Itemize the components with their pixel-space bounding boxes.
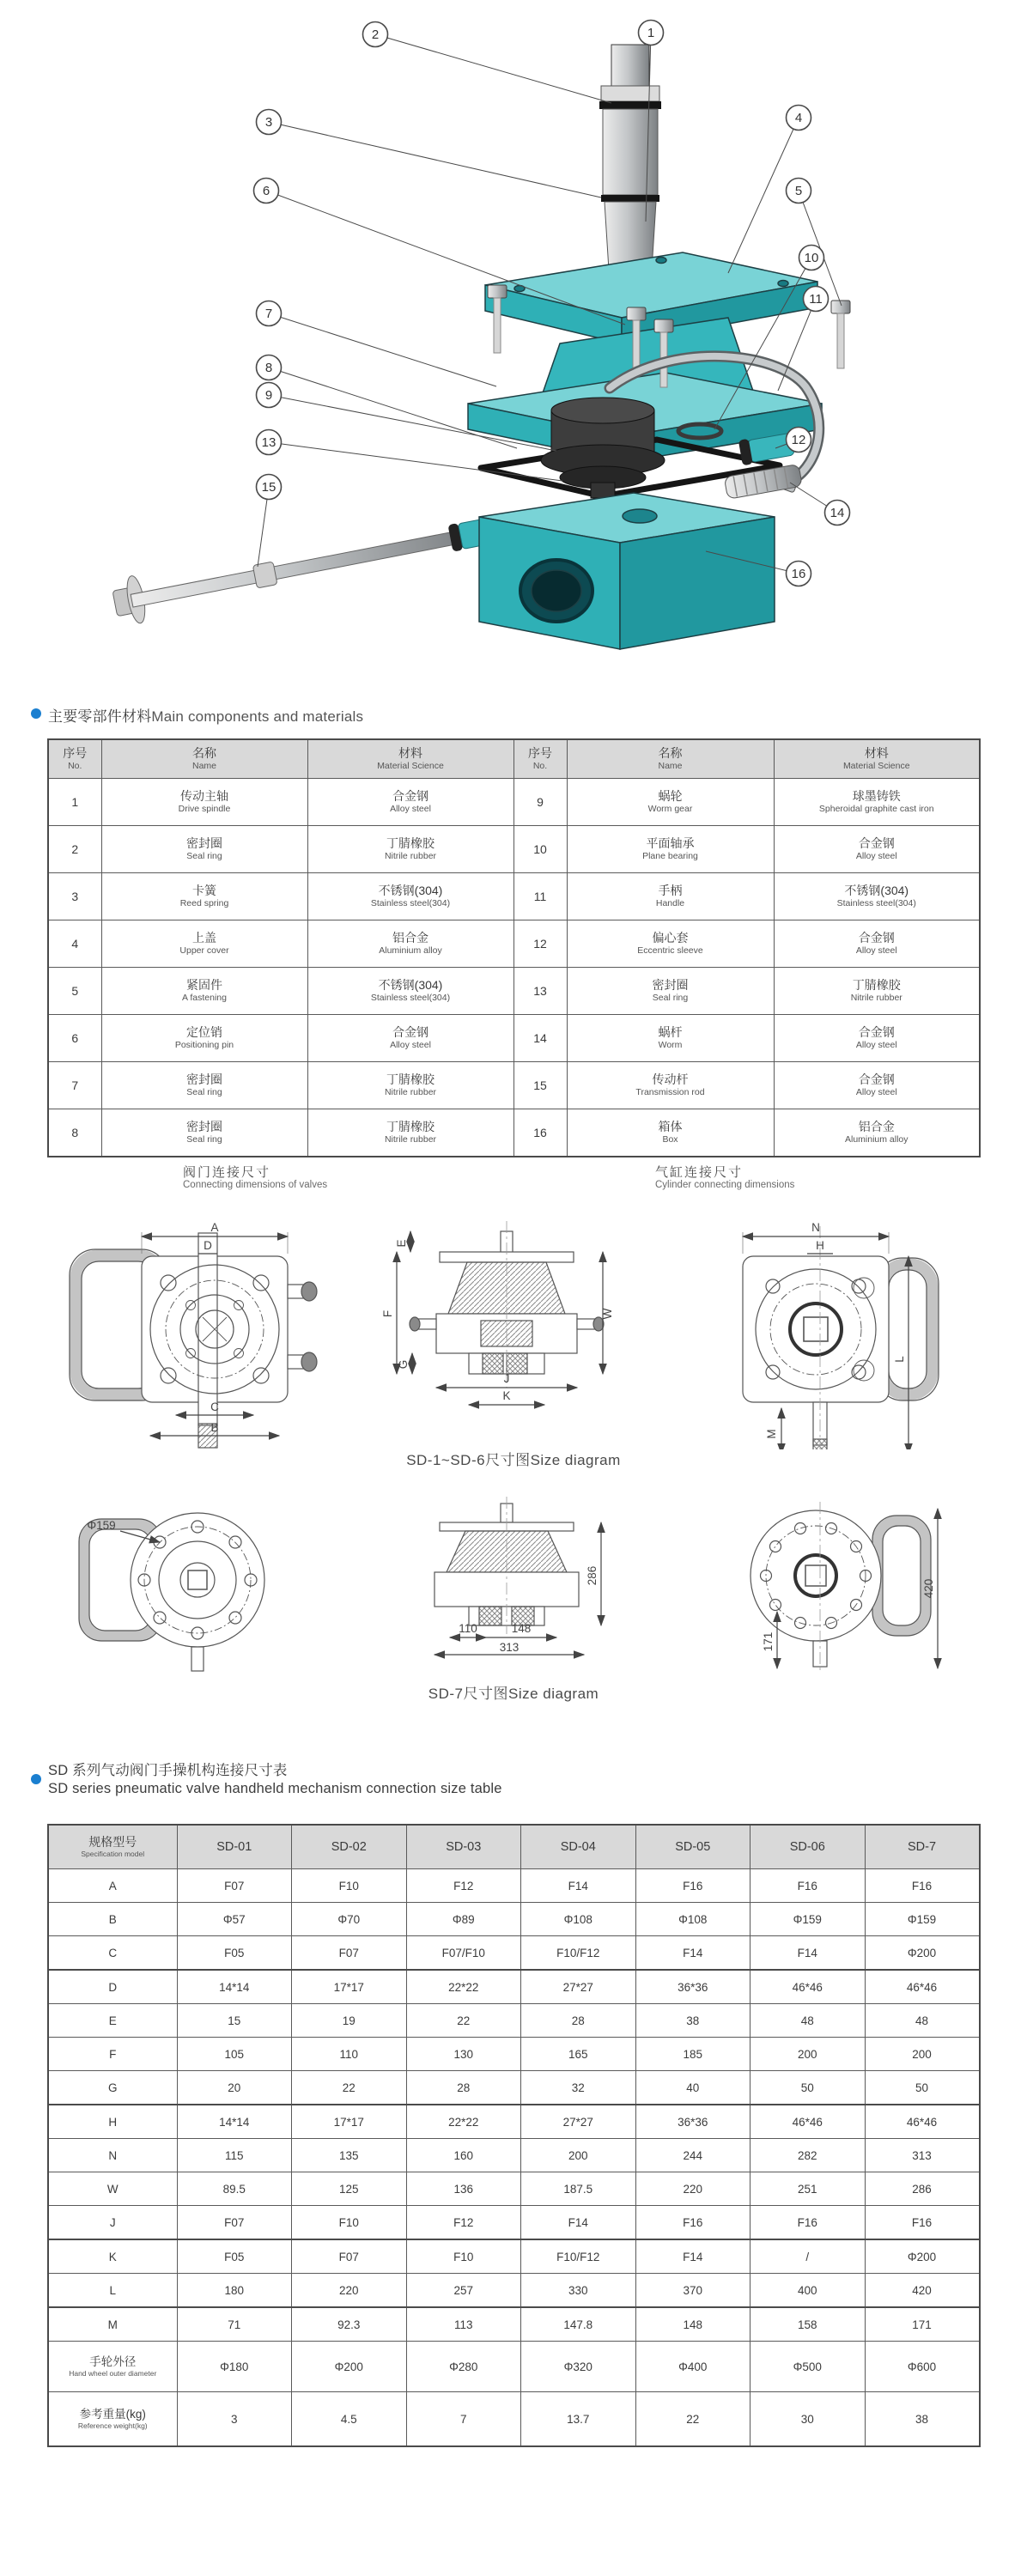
- size-value: Φ89: [406, 1903, 521, 1936]
- materials-no-cell: 5: [48, 968, 101, 1015]
- size-row-N: [48, 2139, 980, 2172]
- materials-no-cell: 3: [48, 873, 101, 920]
- materials-cell: 密封圈 Seal ring: [101, 1109, 307, 1157]
- corner-cell: 规格型号 Specification model: [48, 1825, 177, 1869]
- size-value: 36*36: [635, 2105, 750, 2139]
- col-name: 名称 Name: [567, 739, 774, 779]
- materials-title: [31, 704, 363, 726]
- size-value: 30: [750, 2392, 866, 2447]
- svg-text:D: D: [204, 1239, 212, 1252]
- col-material: 材料 Material Science: [774, 739, 980, 779]
- materials-table: [47, 738, 981, 1157]
- svg-text:A: A: [210, 1221, 219, 1234]
- size-value: Φ320: [521, 2342, 636, 2392]
- size-value: 17*17: [292, 2105, 407, 2139]
- size-value: 46*46: [750, 2105, 866, 2139]
- size-value: 282: [750, 2139, 866, 2172]
- svg-text:W: W: [601, 1308, 614, 1320]
- bullet-icon: [31, 1774, 41, 1784]
- size-value: 27*27: [521, 1970, 636, 2004]
- size-row-B: [48, 1903, 980, 1936]
- size-value: 135: [292, 2139, 407, 2172]
- sd1-sd6-size-diagram: [0, 1209, 1027, 1449]
- svg-text:N: N: [811, 1221, 820, 1234]
- size-value: 20: [177, 2071, 292, 2105]
- size-value: 200: [865, 2038, 980, 2071]
- size-value: F05: [177, 1936, 292, 1971]
- exploded-view-figure: [0, 0, 1027, 696]
- row-label: M: [48, 2307, 177, 2342]
- callout-2: [363, 22, 612, 104]
- size-value: 113: [406, 2307, 521, 2342]
- size-row-手轮外径: [48, 2342, 980, 2392]
- size-value: 185: [635, 2038, 750, 2071]
- caption-sd7: SD-7尺寸图Size diagram: [428, 1686, 599, 1702]
- size-table-header-row: [48, 1825, 980, 1869]
- size-value: 71: [177, 2307, 292, 2342]
- svg-text:286: 286: [586, 1565, 599, 1586]
- size-value: 115: [177, 2139, 292, 2172]
- materials-row: [48, 779, 980, 826]
- size-table-title: [31, 1762, 502, 1798]
- size-value: Φ159: [865, 1903, 980, 1936]
- size-value: 7: [406, 2392, 521, 2447]
- materials-no-cell: 7: [48, 1062, 101, 1109]
- svg-text:J: J: [503, 1372, 510, 1385]
- size-table: [47, 1824, 981, 2447]
- size-value: F16: [865, 1869, 980, 1903]
- size-value: Φ159: [750, 1903, 866, 1936]
- size-value: 28: [521, 2004, 636, 2038]
- size-value: Φ57: [177, 1903, 292, 1936]
- size-value: F07: [177, 1869, 292, 1903]
- materials-cell: 合金钢 Alloy steel: [774, 1062, 980, 1109]
- size-value: F10: [292, 2206, 407, 2240]
- sd7-size-diagram: [0, 1490, 1027, 1674]
- size-value: 370: [635, 2274, 750, 2308]
- side-view-drawing: [397, 1221, 604, 1405]
- size-value: 46*46: [865, 2105, 980, 2139]
- size-value: F07: [177, 2206, 292, 2240]
- materials-no-cell: 16: [514, 1109, 567, 1157]
- worm-gear: [541, 398, 665, 498]
- size-value: Φ108: [635, 1903, 750, 1936]
- svg-text:420: 420: [922, 1578, 935, 1599]
- size-value: 50: [750, 2071, 866, 2105]
- caption-sd1-sd6: SD-1~SD-6尺寸图Size diagram: [406, 1452, 621, 1468]
- column-header-SD-01: SD-01: [177, 1825, 292, 1869]
- size-value: Φ600: [865, 2342, 980, 2392]
- column-header-SD-05: SD-05: [635, 1825, 750, 1869]
- svg-text:14: 14: [830, 506, 845, 520]
- materials-cell: 箱体 Box: [567, 1109, 774, 1157]
- size-row-K: [48, 2239, 980, 2274]
- size-value: 286: [865, 2172, 980, 2206]
- size-value: F16: [750, 1869, 866, 1903]
- size-value: 110: [292, 2038, 407, 2071]
- size-row-G: [48, 2071, 980, 2105]
- size-value: 22*22: [406, 1970, 521, 2004]
- size-value: 257: [406, 2274, 521, 2308]
- size-value: 14*14: [177, 1970, 292, 2004]
- column-header-SD-7: SD-7: [865, 1825, 980, 1869]
- size-row-L: [48, 2274, 980, 2308]
- size-value: 147.8: [521, 2307, 636, 2342]
- materials-cell: 丁腈橡胶 Nitrile rubber: [307, 1109, 514, 1157]
- materials-no-cell: 9: [514, 779, 567, 826]
- materials-no-cell: 13: [514, 968, 567, 1015]
- size-value: 46*46: [865, 1970, 980, 2004]
- size-value: F10: [406, 2239, 521, 2274]
- materials-cell: 紧固件 A fastening: [101, 968, 307, 1015]
- materials-cell: 偏心套 Eccentric sleeve: [567, 920, 774, 968]
- materials-no-cell: 6: [48, 1015, 101, 1062]
- materials-cell: 合金钢 Alloy steel: [307, 779, 514, 826]
- svg-text:2: 2: [371, 27, 380, 42]
- size-value: 136: [406, 2172, 521, 2206]
- size-value: Φ280: [406, 2342, 521, 2392]
- materials-cell: 传动杆 Transmission rod: [567, 1062, 774, 1109]
- materials-cell: 不锈钢(304) Stainless steel(304): [307, 968, 514, 1015]
- size-value: F10/F12: [521, 2239, 636, 2274]
- size-value: 125: [292, 2172, 407, 2206]
- materials-cell: 不锈钢(304) Stainless steel(304): [774, 873, 980, 920]
- size-value: F14: [521, 2206, 636, 2240]
- col-no: 序号 No.: [514, 739, 567, 779]
- materials-cell: 卡簧 Reed spring: [101, 873, 307, 920]
- size-row-E: [48, 2004, 980, 2038]
- materials-no-cell: 2: [48, 826, 101, 873]
- materials-cell: 传动主轴 Drive spindle: [101, 779, 307, 826]
- size-row-W: [48, 2172, 980, 2206]
- size-value: 200: [750, 2038, 866, 2071]
- size-table-title-en: SD series pneumatic valve handheld mechanism connection size table: [48, 1781, 502, 1796]
- row-label: F: [48, 2038, 177, 2071]
- size-value: F07: [292, 1936, 407, 1971]
- size-value: 22: [635, 2392, 750, 2447]
- size-value: 92.3: [292, 2307, 407, 2342]
- materials-cell: 铝合金 Aluminium alloy: [307, 920, 514, 968]
- svg-text:5: 5: [794, 184, 803, 198]
- cylinder-dims-label: 气缸连接尺寸 Cylinder connecting dimensions: [655, 1165, 795, 1190]
- size-value: 4.5: [292, 2392, 407, 2447]
- row-label: A: [48, 1869, 177, 1903]
- size-row-H: [48, 2105, 980, 2139]
- size-value: /: [750, 2239, 866, 2274]
- size-value: 420: [865, 2274, 980, 2308]
- size-value: 89.5: [177, 2172, 292, 2206]
- materials-cell: 不锈钢(304) Stainless steel(304): [307, 873, 514, 920]
- size-row-D: [48, 1970, 980, 2004]
- materials-header-row: [48, 739, 980, 779]
- svg-text:E: E: [395, 1239, 408, 1248]
- row-label: E: [48, 2004, 177, 2038]
- materials-no-cell: 4: [48, 920, 101, 968]
- size-value: 32: [521, 2071, 636, 2105]
- materials-cell: 合金钢 Alloy steel: [774, 826, 980, 873]
- svg-text:16: 16: [791, 567, 806, 581]
- column-header-SD-03: SD-03: [406, 1825, 521, 1869]
- size-value: 15: [177, 2004, 292, 2038]
- svg-text:K: K: [502, 1389, 511, 1402]
- transmission-rod: [111, 507, 495, 628]
- size-value: 187.5: [521, 2172, 636, 2206]
- size-row-J: [48, 2206, 980, 2240]
- col-no: 序号 No.: [48, 739, 101, 779]
- size-value: F16: [865, 2206, 980, 2240]
- materials-row: [48, 968, 980, 1015]
- size-value: 148: [635, 2307, 750, 2342]
- size-value: 158: [750, 2307, 866, 2342]
- size-row-C: [48, 1936, 980, 1971]
- svg-text:313: 313: [499, 1641, 520, 1654]
- svg-text:4: 4: [794, 111, 803, 125]
- materials-cell: 密封圈 Seal ring: [101, 1062, 307, 1109]
- valve-dims-label: 阀门连接尺寸 Connecting dimensions of valves: [183, 1165, 328, 1190]
- svg-text:148: 148: [511, 1622, 532, 1635]
- size-value: 22: [292, 2071, 407, 2105]
- materials-cell: 球墨铸铁 Spheroidal graphite cast iron: [774, 779, 980, 826]
- size-value: Φ108: [521, 1903, 636, 1936]
- materials-cell: 手柄 Handle: [567, 873, 774, 920]
- svg-text:8: 8: [264, 361, 273, 375]
- materials-cell: 密封圈 Seal ring: [567, 968, 774, 1015]
- callout-14: [790, 483, 850, 526]
- front-view-drawing: [70, 1232, 317, 1448]
- row-label: K: [48, 2239, 177, 2274]
- size-value: F12: [406, 1869, 521, 1903]
- materials-cell: 铝合金 Aluminium alloy: [774, 1109, 980, 1157]
- materials-no-cell: 15: [514, 1062, 567, 1109]
- svg-text:7: 7: [264, 307, 273, 321]
- size-row-参考重量(kg): [48, 2392, 980, 2447]
- materials-row: [48, 1015, 980, 1062]
- size-value: 251: [750, 2172, 866, 2206]
- row-label: G: [48, 2071, 177, 2105]
- size-value: 48: [865, 2004, 980, 2038]
- row-label: 参考重量(kg) Reference weight(kg): [48, 2392, 177, 2447]
- size-value: 165: [521, 2038, 636, 2071]
- size-value: F07/F10: [406, 1936, 521, 1971]
- col-name: 名称 Name: [101, 739, 307, 779]
- size-value: 180: [177, 2274, 292, 2308]
- materials-no-cell: 14: [514, 1015, 567, 1062]
- materials-cell: 丁腈橡胶 Nitrile rubber: [307, 826, 514, 873]
- svg-text:M: M: [765, 1429, 778, 1439]
- back-view-drawing: [743, 1226, 939, 1449]
- svg-text:F: F: [381, 1309, 394, 1318]
- size-value: 13.7: [521, 2392, 636, 2447]
- size-value: 14*14: [177, 2105, 292, 2139]
- row-label: D: [48, 1970, 177, 2004]
- size-value: F16: [635, 1869, 750, 1903]
- size-value: 48: [750, 2004, 866, 2038]
- size-value: 105: [177, 2038, 292, 2071]
- size-value: 27*27: [521, 2105, 636, 2139]
- size-value: 38: [635, 2004, 750, 2038]
- size-value: F12: [406, 2206, 521, 2240]
- size-value: F07: [292, 2239, 407, 2274]
- size-value: F14: [750, 1936, 866, 1971]
- materials-cell: 合金钢 Alloy steel: [774, 1015, 980, 1062]
- row-label: B: [48, 1903, 177, 1936]
- size-value: 400: [750, 2274, 866, 2308]
- size-row-M: [48, 2307, 980, 2342]
- svg-text:3: 3: [264, 115, 273, 130]
- materials-cell: 上盖 Upper cover: [101, 920, 307, 968]
- svg-text:12: 12: [791, 433, 806, 447]
- size-value: 220: [635, 2172, 750, 2206]
- svg-text:11: 11: [809, 292, 823, 307]
- size-value: Φ200: [865, 2239, 980, 2274]
- size-row-A: [48, 1869, 980, 1903]
- column-header-SD-04: SD-04: [521, 1825, 636, 1869]
- materials-no-cell: 11: [514, 873, 567, 920]
- materials-cell: 密封圈 Seal ring: [101, 826, 307, 873]
- callout-7: [257, 301, 497, 387]
- svg-text:10: 10: [804, 251, 819, 265]
- row-label: N: [48, 2139, 177, 2172]
- size-value: F10/F12: [521, 1936, 636, 1971]
- size-value: Φ200: [292, 2342, 407, 2392]
- box-body: [479, 493, 775, 649]
- svg-text:13: 13: [261, 435, 276, 450]
- svg-text:1: 1: [647, 26, 655, 40]
- materials-no-cell: 12: [514, 920, 567, 968]
- svg-text:171: 171: [762, 1631, 775, 1652]
- size-value: F14: [635, 2239, 750, 2274]
- size-value: 313: [865, 2139, 980, 2172]
- svg-text:9: 9: [264, 388, 273, 403]
- size-value: 330: [521, 2274, 636, 2308]
- row-label: 手轮外径 Hand wheel outer diameter: [48, 2342, 177, 2392]
- materials-cell: 丁腈橡胶 Nitrile rubber: [307, 1062, 514, 1109]
- row-label: C: [48, 1936, 177, 1971]
- size-value: 28: [406, 2071, 521, 2105]
- materials-cell: 平面轴承 Plane bearing: [567, 826, 774, 873]
- size-value: 3: [177, 2392, 292, 2447]
- materials-cell: 定位销 Positioning pin: [101, 1015, 307, 1062]
- materials-row: [48, 826, 980, 873]
- svg-text:L: L: [893, 1356, 906, 1363]
- row-label: L: [48, 2274, 177, 2308]
- svg-text:B: B: [210, 1421, 219, 1434]
- materials-cell: 丁腈橡胶 Nitrile rubber: [774, 968, 980, 1015]
- drive-spindle: [599, 45, 661, 283]
- row-label: H: [48, 2105, 177, 2139]
- size-value: 46*46: [750, 1970, 866, 2004]
- column-header-SD-06: SD-06: [750, 1825, 866, 1869]
- materials-no-cell: 8: [48, 1109, 101, 1157]
- size-value: 160: [406, 2139, 521, 2172]
- size-value: 22: [406, 2004, 521, 2038]
- svg-text:15: 15: [261, 480, 276, 495]
- size-value: F14: [635, 1936, 750, 1971]
- col-material: 材料 Material Science: [307, 739, 514, 779]
- column-header-SD-02: SD-02: [292, 1825, 407, 1869]
- size-value: 36*36: [635, 1970, 750, 2004]
- bullet-icon: [31, 708, 41, 719]
- size-value: F16: [635, 2206, 750, 2240]
- size-value: Φ400: [635, 2342, 750, 2392]
- size-value: 200: [521, 2139, 636, 2172]
- materials-cell: 蜗轮 Worm gear: [567, 779, 774, 826]
- size-value: 38: [865, 2392, 980, 2447]
- row-label: J: [48, 2206, 177, 2240]
- materials-row: [48, 873, 980, 920]
- size-value: F10: [292, 1869, 407, 1903]
- size-value: 171: [865, 2307, 980, 2342]
- materials-title-text: 主要零部件材料Main components and materials: [48, 708, 364, 725]
- svg-text:G: G: [397, 1359, 410, 1370]
- size-value: 40: [635, 2071, 750, 2105]
- size-value: 220: [292, 2274, 407, 2308]
- sd7-back-view: [750, 1502, 938, 1670]
- size-value: 50: [865, 2071, 980, 2105]
- size-value: 22*22: [406, 2105, 521, 2139]
- materials-cell: 蜗杆 Worm: [567, 1015, 774, 1062]
- size-value: 130: [406, 2038, 521, 2071]
- size-table-title-zh: SD 系列气动阀门手操机构连接尺寸表: [48, 1763, 288, 1778]
- size-value: Φ70: [292, 1903, 407, 1936]
- svg-text:6: 6: [262, 184, 270, 198]
- size-value: 17*17: [292, 1970, 407, 2004]
- materials-row: [48, 1109, 980, 1157]
- size-row-F: [48, 2038, 980, 2071]
- svg-text:110: 110: [459, 1622, 477, 1635]
- materials-cell: 合金钢 Alloy steel: [774, 920, 980, 968]
- sd7-front-view: [79, 1513, 264, 1671]
- size-value: F05: [177, 2239, 292, 2274]
- size-value: 19: [292, 2004, 407, 2038]
- size-value: Φ500: [750, 2342, 866, 2392]
- row-label: W: [48, 2172, 177, 2206]
- svg-text:Φ159: Φ159: [87, 1519, 116, 1532]
- materials-row: [48, 1062, 980, 1109]
- materials-no-cell: 1: [48, 779, 101, 826]
- size-value: Φ180: [177, 2342, 292, 2392]
- size-value: F16: [750, 2206, 866, 2240]
- size-value: Φ200: [865, 1936, 980, 1971]
- materials-row: [48, 920, 980, 968]
- materials-cell: 合金钢 Alloy steel: [307, 1015, 514, 1062]
- callout-15: [257, 475, 282, 568]
- svg-text:H: H: [816, 1239, 824, 1252]
- size-value: 244: [635, 2139, 750, 2172]
- size-value: F14: [521, 1869, 636, 1903]
- svg-text:C: C: [210, 1400, 219, 1413]
- callout-3: [257, 110, 602, 198]
- materials-no-cell: 10: [514, 826, 567, 873]
